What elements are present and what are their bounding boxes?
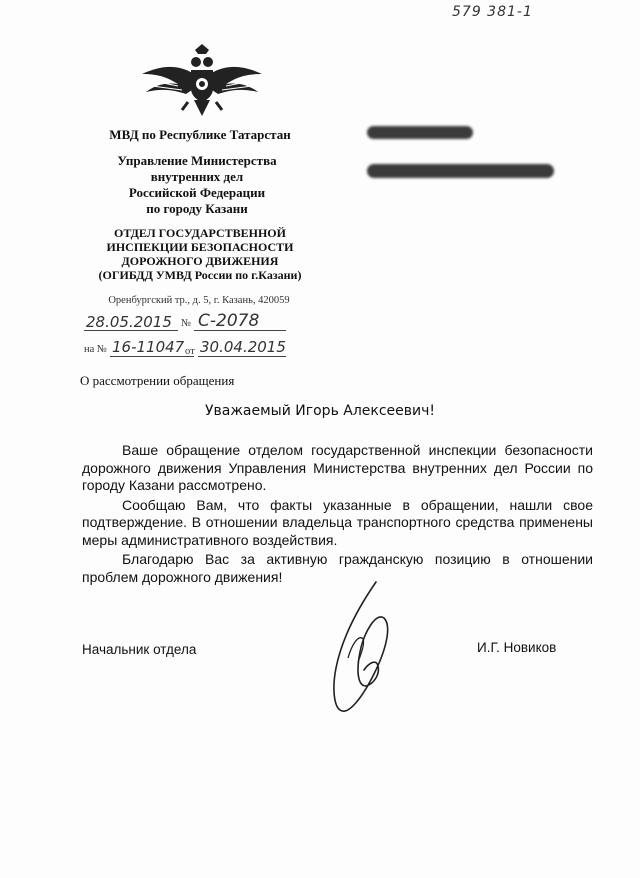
reference-prefix: на № — [84, 344, 107, 355]
ministry-title: МВД по Республике Татарстан — [109, 127, 291, 142]
department-line: ДОРОЖНОГО ДВИЖЕНИЯ — [121, 254, 279, 268]
number-label: № — [181, 318, 192, 329]
reference-date: 30.04.2015 — [200, 338, 286, 356]
department-line: ИНСПЕКЦИИ БЕЗОПАСНОСТИ — [106, 240, 294, 254]
department-block — [86, 226, 314, 282]
salutation: Уважаемый Игорь Алексеевич! — [204, 403, 436, 419]
archive-number: 579 381-1 — [452, 4, 533, 20]
directorate-line: по городу Казани — [146, 201, 248, 216]
redacted-addressee-name — [367, 126, 473, 139]
handwritten-signature — [318, 578, 408, 718]
department-line: ОТДЕЛ ГОСУДАРСТВЕННОЙ — [114, 226, 286, 240]
letter-subject: О рассмотрении обращения — [80, 373, 235, 388]
department-line: (ОГИБДД УМВД России по г.Казани) — [98, 268, 302, 282]
directorate-block — [92, 153, 302, 217]
ref-number-underline — [110, 356, 194, 357]
body-paragraph: Благодарю Вас за активную гражданскую позицию в отношении проблем дорожного движения! — [82, 551, 593, 585]
directorate-line: внутренних дел — [150, 169, 244, 184]
directorate-line: Российской Федерации — [128, 185, 266, 200]
signer-position: Начальник отдела — [82, 642, 197, 657]
body-paragraph: Сообщаю Вам, что факты указанные в обращении, нашли свое подтверждение. В отношении владельца транспортного средства применены меры административного воздействия. — [82, 496, 593, 548]
reference-from-label: от — [185, 346, 195, 357]
registration-number: С-2078 — [198, 311, 260, 331]
signer-name: И.Г. Новиков — [477, 640, 557, 655]
directorate-line: Управление Министерства — [117, 153, 277, 168]
redacted-addressee-address — [367, 164, 554, 178]
mvd-eagle-emblem-icon — [138, 40, 266, 120]
letter-body — [82, 442, 593, 588]
registration-date: 28.05.2015 — [86, 313, 172, 331]
ref-date-underline — [198, 356, 286, 357]
reference-number: 16-11047 — [112, 338, 185, 356]
body-paragraph: Ваше обращение отделом государственной инспекции безопасности дорожного движения Управления Министерства внутренних дел России по городу Казани рассмотрено. — [82, 442, 593, 493]
department-address: Оренбургский тр., д. 5, г. Казань, 420059 — [108, 295, 290, 306]
